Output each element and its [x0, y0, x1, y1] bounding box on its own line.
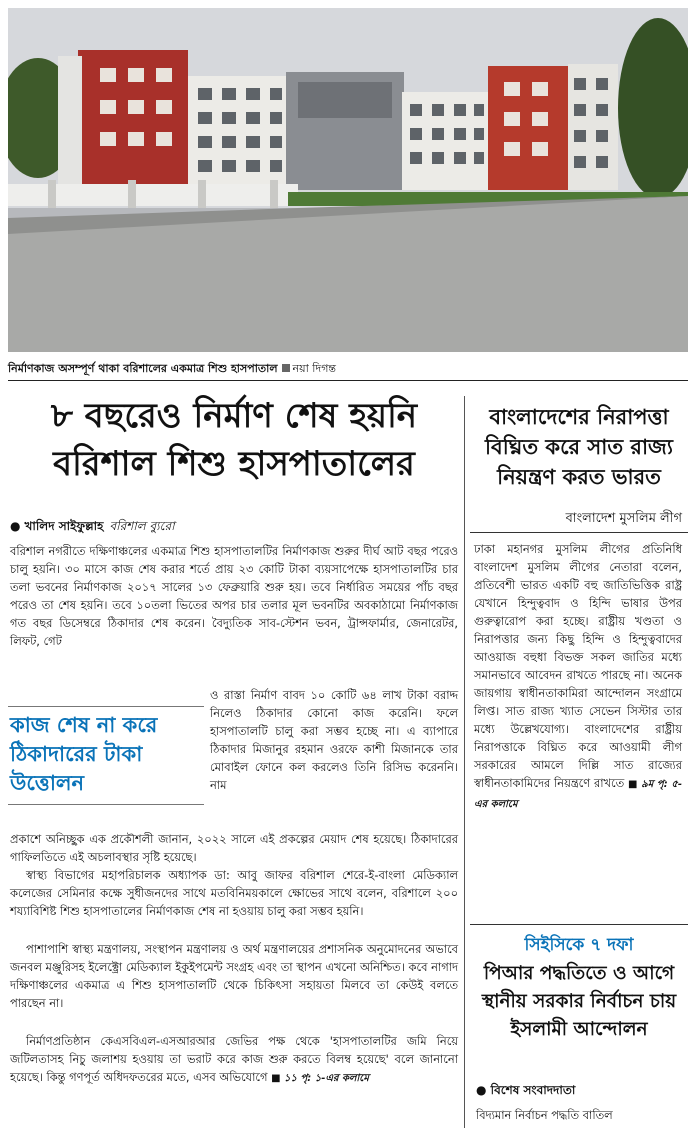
main-headline — [8, 392, 460, 488]
headline-line-2: বরিশাল শিশু হাসপাতালের — [53, 444, 415, 484]
headline-line-1: ৮ বছরেও নির্মাণ শেষ হয়নি — [50, 396, 418, 436]
side-divider-1 — [470, 532, 688, 533]
separator-square-icon — [282, 364, 290, 372]
side-byline-2 — [476, 1082, 575, 1102]
hospital-photo — [8, 8, 688, 352]
body-paragraph-6 — [10, 1032, 458, 1088]
body-paragraph-2: ও রাস্তা নির্মাণ বাবদ ১০ কোটি ৬৪ লাখ টাকা বরাদ্দ নিলেও ঠিকাদার কোনো কাজ করেনি। ফলে হাসপাতালটি চালু করা সম্ভব হচ্ছে না। এ ব্যাপারে ঠিকাদার মিজানুর রহমান ওরফে কাশী মিজানকে তার মোবাইল ফোনে কল করলেও তিনি রিসিভ করেননি। নাম — [210, 688, 458, 792]
byline-name: খালিদ সাইফুল্লাহ — [24, 519, 104, 533]
main-byline — [10, 518, 175, 538]
side-kicker-2: সিইসিকে ৭ দফা — [524, 935, 634, 955]
continuation-jump[interactable]: ■ ১১ পৃ: ১-এর কলামে — [271, 1073, 369, 1084]
caption-text: নির্মাণকাজ অসম্পূর্ণ থাকা বরিশালের একমাত্র শিশু হাসপাতাল — [8, 362, 278, 375]
side-byline-2-text: বিশেষ সংবাদদাতা — [490, 1083, 576, 1097]
caption-divider — [8, 380, 688, 381]
photo-credit: নয়া দিগন্ত — [292, 362, 336, 375]
side-body-1 — [474, 540, 682, 814]
side-byline-1: বাংলাদেশ মুসলিম লীগ — [565, 511, 682, 526]
side-headline-1: বাংলাদেশের নিরাপত্তা বিঘ্নিত করে সাত রাজ্য নিয়ন্ত্রণ করত ভারত — [485, 404, 673, 489]
body-paragraph-1: বরিশাল নগরীতে দক্ষিণাঞ্চলের একমাত্র শিশু হাসপাতালটির নির্মাণকাজ শুরুর দীর্ঘ আট বছর পরেও চালু হয়নি। ৩০ মাসে কাজ শেষ করার শর্তে প্রায় ২৩ কোটি টাকা ব্যয়সাপেক্ষে হাসপাতালটির চার তলা ভবনের নির্মাণকাজ ২০১৭ সালের ১৩ ফেব্রুয়ারি শুরু হয়। তবে নির্ধারিত সময়ের পাঁচ বছর পরেও তা শেষ হয়নি। তবে ১০তলা ভিতের অপর চার তলার মূল ভবনটির অবকাঠামো নির্মাণকাজ গত বছর ডিসেম্বরে ঠিকাদার শেষ করেন। বৈদ্যুতিক সাব-স্টেশন ভবন, ট্রান্সফার্মার, জেনারেটর, লিফট, গেট — [10, 544, 458, 648]
body-paragraph-5: পাশাপাশি স্বাস্থ্য মন্ত্রণালয়, সংস্থাপন মন্ত্রণালয় ও অর্থ মন্ত্রণালয়ের প্রশাসনিক অনুমোদনের অভাবে জনবল মঞ্জুরিসহ ইলেক্ট্রো মেডিক্যাল ইকুইপমেন্ট সংগ্রহ এবং তা স্থাপন এখনো অনিশ্চিত। কবে নাগাদ দক্ষিণাঞ্চলের একমাত্র এ শিশু হাসপাতালটি থেকে চিকিৎসা সহায়তা মিলবে তা কেউই বলতে পারছেন না। — [10, 942, 458, 1010]
side-body-2: বিদ্যমান নির্বাচন পদ্ধতি বাতিল — [476, 1108, 613, 1122]
photo-caption — [8, 360, 688, 379]
column-divider — [464, 396, 465, 1128]
side-divider-2 — [470, 924, 688, 925]
paragraph-6-text: নির্মাণপ্রতিষ্ঠান কেএসবিএল-এসআরআর জেভির পক্ষ থেকে 'হাসপাতালটির জমি নিয়ে জটিলতাসহ নিচু জলাশয় হওয়ায় তা ভরাট করে কাজ শুরু করতে বিলম্ব হয়েছে' বলে জানানো হয়েছে। কিন্তু গণপূর্ত অধিদফতরের মতে, এসব অভিযোগে — [10, 1034, 458, 1084]
body-paragraph-4: স্বাস্থ্য বিভাগের মহাপরিচালক অধ্যাপক ডা: আবু জাফর বরিশাল শেরে-ই-বাংলা মেডিক্যাল কলেজের সেমিনার কক্ষে সুধীজনদের সাথে মতবিনিময়কালে ক্ষোভের সাথে বলেন, বরিশালে ২০০ শয্যাবিশিষ্ট শিশু হাসপাতালের নির্মাণকাজ শেষ না হওয়ায় চালু করা সম্ভব হয়নি। — [10, 868, 458, 918]
body-paragraph-3: প্রকাশে অনিচ্ছুক এক প্রকৌশলী জানান, ২০২২ সালে এই প্রকল্পের মেয়াদ শেষ হয়েছে। ঠিকাদারের গাফিলতিতে এই অচলাবস্থার সৃষ্টি হয়েছে। — [10, 832, 458, 864]
side-headline-2: পিআর পদ্ধতিতে ও আগে স্থানীয় সরকার নির্বাচন চায় ইসলামী আন্দোলন — [481, 963, 677, 1040]
side-body-1-text: ঢাকা মহানগর মুসলিম লীগের প্রতিনিধি বাংলাদেশ মুসলিম লীগের নেতারা বলেন, প্রতিবেশী ভারত একটি বহু জাতিভিত্তিক রাষ্ট্র যেখানে হিন্দুত্ববাদ ও হিন্দি ভাষার উপর গুরুত্বারোপ করা হচ্ছে। রাষ্ট্রীয় খণ্ডতা ও নিরাপত্তার জন্য কিছু হিন্দি ও হিন্দুত্ববাদের আওয়াজ বহুধা বিভক্ত সকল জাতির মধ্যে সমানভাবে আবেদন রাখতে পারছে না। অনেক জায়গায় স্বাধীনতাকামিরা আন্দোলন সংগ্রামে লিপ্ত। সাত রাজ্য খ্যাত সেভেন সিস্টার তার মধ্যে উল্লেখযোগ্য। বাংলাদেশের রাষ্ট্রীয় নিরাপত্তাকে বিঘ্নিত করে আওয়ামী লীগ সরকারের আমলে দিল্লি সাত রাজ্যের স্বাধীনতাকামিদের নিয়ন্ত্রণে রাখতে — [474, 542, 682, 790]
pull-quote: কাজ শেষ না করে ঠিকাদারের টাকা উত্তোলন — [8, 706, 204, 805]
bullet-icon: ● — [10, 519, 21, 533]
bullet-icon: ● — [476, 1083, 491, 1097]
side-continuation-jump[interactable]: ■ ৯ম পৃ: ৫-এর কলামে — [474, 779, 683, 810]
byline-desk: বরিশাল ব্যুরো — [109, 519, 175, 533]
